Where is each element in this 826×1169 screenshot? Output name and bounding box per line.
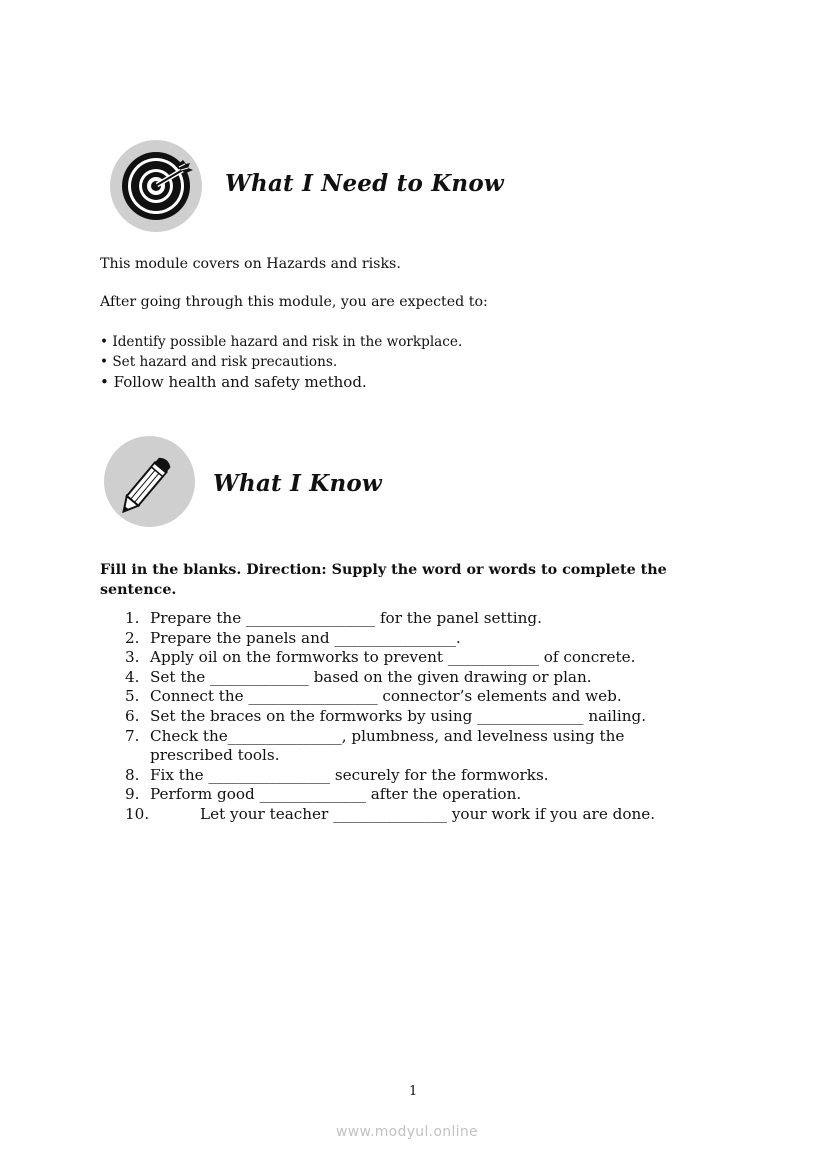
question-number: 2. xyxy=(125,628,140,647)
question-number: 1. xyxy=(125,609,140,627)
question-item xyxy=(125,785,705,805)
question-text: Set the braces on the formworks by using ______________ nailing. xyxy=(150,706,647,725)
question-item xyxy=(125,687,705,707)
question-item xyxy=(125,668,705,688)
section-title-what-i-know: What I Know xyxy=(213,470,382,497)
module-intro-text: This module covers on Hazards and risks. xyxy=(100,256,401,272)
question-item xyxy=(125,766,705,786)
question-text: Set the _____________ based on the given drawing or plan. xyxy=(150,667,592,686)
question-text: Connect the _________________ connector’s elements and web. xyxy=(150,687,622,706)
question-text: Fix the ________________ securely for the formworks. xyxy=(150,765,549,784)
objective-item: • Follow health and safety method. xyxy=(100,373,367,391)
direction-text: Fill in the blanks. Direction: Supply the word or words to complete the sentence. xyxy=(100,562,667,598)
question-text: Prepare the _________________ for the panel setting. xyxy=(150,609,542,627)
question-text: Apply oil on the formworks to prevent ____________ of concrete. xyxy=(150,648,636,667)
objectives-list xyxy=(100,332,462,392)
question-number: 9. xyxy=(125,785,140,804)
question-item xyxy=(125,629,705,649)
objective-item: • Set hazard and risk precautions. xyxy=(100,354,338,370)
question-item xyxy=(125,805,705,825)
question-text: Let your teacher _______________ your work if you are done. xyxy=(200,804,656,823)
question-number: 4. xyxy=(125,667,140,686)
question-item xyxy=(125,727,705,766)
fill-in-the-blank-list xyxy=(125,609,705,825)
question-text: Check the_______________, plumbness, and levelness using the prescribed tools. xyxy=(150,726,625,765)
section-title-what-i-need-to-know: What I Need to Know xyxy=(225,170,504,197)
page-number: 1 xyxy=(409,1084,418,1099)
pencil-icon xyxy=(104,436,195,527)
objective-item: • Identify possible hazard and risk in the workplace. xyxy=(100,334,463,350)
question-number: 5. xyxy=(125,687,140,706)
watermark: www.modyul.online xyxy=(336,1124,478,1140)
question-number: 10. xyxy=(125,804,150,823)
question-item xyxy=(125,609,705,629)
question-number: 6. xyxy=(125,706,140,725)
question-item xyxy=(125,648,705,668)
pencil-icon-graphic xyxy=(104,436,195,527)
question-text: Perform good ______________ after the operation. xyxy=(150,785,522,804)
target-icon xyxy=(110,140,202,232)
question-number: 7. xyxy=(125,726,140,745)
target-icon-graphic xyxy=(110,140,202,232)
question-text: Prepare the panels and ________________. xyxy=(150,628,461,647)
question-item xyxy=(125,707,705,727)
question-number: 8. xyxy=(125,765,140,784)
objectives-lead-text: After going through this module, you are expected to: xyxy=(100,294,488,310)
question-number: 3. xyxy=(125,648,140,667)
